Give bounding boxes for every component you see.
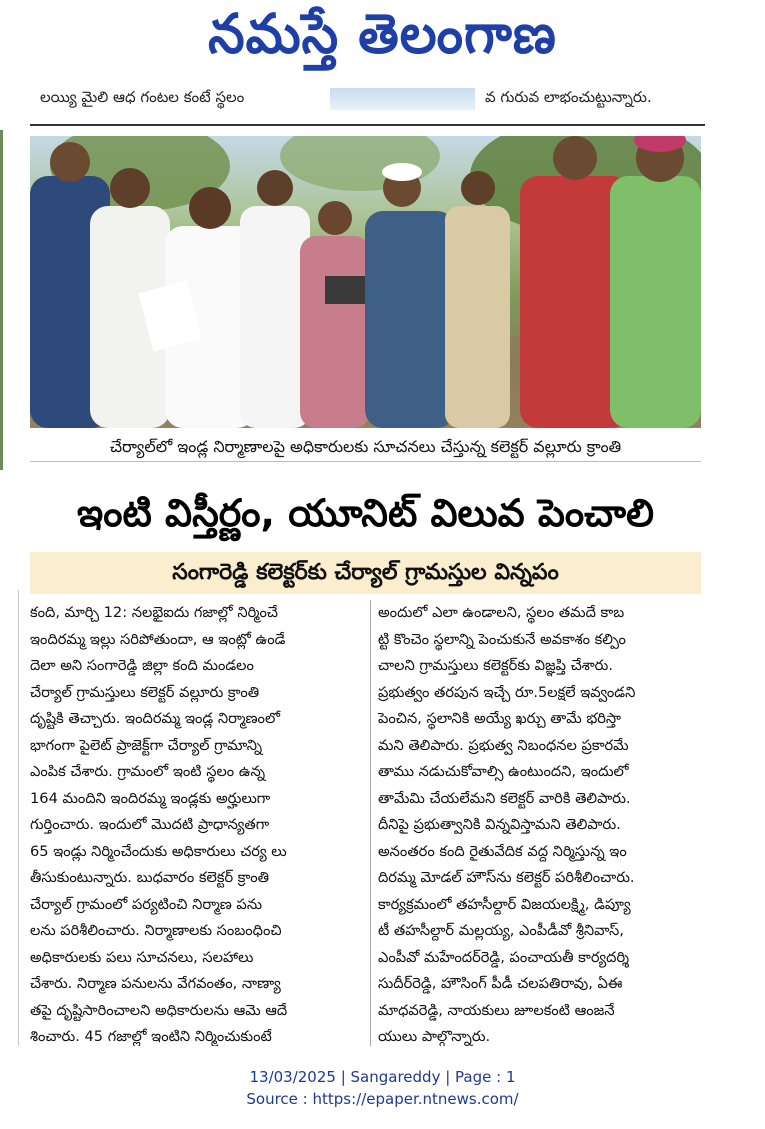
article-subheadline: సంగారెడ్డి కలెక్టర్‌కు చేర్యాల్ గ్రామస్తుల విన్నపం — [30, 552, 701, 594]
column-divider — [370, 600, 371, 1046]
article-line: అందులో ఎలా ఉండాలని, స్థలం తమదే కాబ — [378, 604, 625, 621]
article-line: తీసుకుంటున్నారు. బుధవారం కలెక్టర్ క్రాంతి — [30, 869, 270, 886]
previous-strip-left-text: లయ్యి మైలి ఆధ గంటల కంటే స్థలం — [40, 88, 245, 106]
article-column-left — [30, 600, 364, 1046]
article-line: దెలా అని సంగారెడ్డి జిల్లా కంది మండలం — [30, 657, 254, 674]
article-line: దృష్టికి తెచ్చారు. ఇందిరమ్మ ఇండ్ల నిర్మాణంలో — [30, 710, 280, 727]
article-line: ప్రభుత్వం తరపున ఇచ్చే రూ.5లక్షలే ఇవ్వండని — [378, 683, 636, 701]
article-line: టీ తహసీల్దార్ మల్లయ్య, ఎంపీడీవో శ్రీనివాస్, — [378, 922, 624, 939]
article-line: 65 ఇండ్లు నిర్మించేందుకు అధికారులు చర్య లు — [30, 842, 287, 860]
article-line: ఎంపిక చేశారు. గ్రామంలో ఇంటి స్థలం ఉన్న — [30, 763, 266, 780]
footer-date-line: 13/03/2025 | Sangareddy | Page : 1 — [249, 1068, 516, 1086]
article-column-right — [378, 600, 704, 1046]
article-line: దీనిపై ప్రభుత్వానికి విన్నవిస్తామని తెలిపారు. — [378, 816, 621, 833]
article-line: లను పరిశీలించారు. నిర్మాణాలకు సంబంధించి — [30, 922, 282, 939]
article-line: మాధవరెడ్డి, నాయకులు జూలకంటి ఆంజనే — [378, 1001, 615, 1019]
article-line: తపై దృష్టిసారించాలని అధికారులను ఆమె ఆదే — [30, 1001, 288, 1019]
article-line: దిరమ్మ మోడల్ హౌస్‌ను కలెక్టర్ పరిశీలించారు. — [378, 869, 635, 886]
article-line: 164 మందిని ఇందిరమ్మ ఇండ్లకు అర్హులుగా — [30, 789, 271, 807]
previous-strip-right-text: వ గురువ లాభంచుట్టున్నారు. — [485, 88, 652, 106]
photo-caption: చేర్యాల్‌లో ఇండ్ల నిర్మాణాలపై అధికారులకు సూచనలు చేస్తున్న కలెక్టర్ వల్లూరు క్రాంతి — [30, 432, 701, 462]
article-line: తాము నడుచుకోవాల్సి ఉంటుందని, ఇందులో — [378, 763, 629, 780]
article-line: గుర్తించారు. ఇందులో మొదటి ప్రాధాన్యతగా — [30, 816, 270, 833]
article-line: పెంచిన, స్థలానికి అయ్యే ఖర్చు తామే భరిస్తా — [378, 710, 621, 727]
article-line: చేర్యాల్ గ్రామస్తులు కలెక్టర్ వల్లూరు క్రాంతి — [30, 683, 260, 701]
article-line: చేర్యాల్ గ్రామంలో పర్యటించి నిర్మాణ పను — [30, 895, 263, 913]
article-line: అనంతరం కంది రైతువేదిక వద్ద నిర్మిస్తున్న ఇం — [378, 842, 627, 860]
page-footer — [0, 1066, 765, 1110]
masthead — [0, 0, 765, 82]
article-line: చేశారు. నిర్మాణ పనులను వేగవంతం, నాణ్యా — [30, 975, 281, 992]
article-headline: ఇంటి విస్తీర్ణం, యూనిట్ విలువ పెంచాలి — [77, 491, 654, 535]
article-line: యులు పాల్గొన్నారు. — [378, 1028, 491, 1045]
article-line: తామేమి చేయలేమని కలెక్టర్ వారికి తెలిపారు. — [378, 789, 631, 807]
article-line: ట్టి కొంచెం స్థలాన్ని పెంచుకునే అవకాశం కల్పిం — [378, 630, 626, 648]
news-photo-illustration — [30, 136, 701, 428]
footer-source-link[interactable]: Source : https://epaper.ntnews.com/ — [246, 1090, 519, 1108]
page-edge-strip — [0, 130, 3, 470]
article-line: శించారు. 45 గజాల్లో ఇంటిని నిర్మించుకుంటే — [30, 1028, 272, 1045]
article-line: అధికారులకు పలు సూచనలు, సలహాలు — [30, 948, 254, 966]
article-line: ఎంపీవో మహేందర్‌రెడ్డి, పంచాయతీ కార్యదర్శి — [378, 948, 630, 966]
article-line: మని తెలిపారు. ప్రభుత్వ నిబంధనల ప్రకారమే — [378, 736, 629, 754]
news-photo — [30, 136, 701, 428]
section-divider — [30, 124, 705, 126]
article-line: ఇందిరమ్మ ఇల్లు సరిపోతుందా, ఆ ఇంట్లో ఉండే — [30, 630, 286, 648]
article-line: కార్యక్రమంలో తహసీల్దార్ విజయలక్ష్మి, డిప్యూ — [378, 895, 631, 913]
previous-strip-image — [330, 88, 475, 110]
article-line: భాగంగా పైలెట్ ప్రాజెక్ట్‌గా చేర్యాల్ గ్రామాన్ని — [30, 736, 262, 754]
newspaper-logo: నమస్తే తెలంగాణ — [208, 2, 557, 66]
previous-article-strip — [30, 88, 705, 114]
article-line: చాలని గ్రామస్తులు కలెక్టర్‌కు విజ్ఞప్తి చేశారు. — [378, 657, 613, 674]
article-line: సుదీర్‌రెడ్డి, హౌసింగ్ పీడీ చలపతిరావు, ఏఈ — [378, 975, 623, 992]
article-line: కంది, మార్చి 12: నలభైఐదు గజాల్లో నిర్మించే — [30, 604, 278, 621]
margin-rule — [18, 590, 19, 1046]
